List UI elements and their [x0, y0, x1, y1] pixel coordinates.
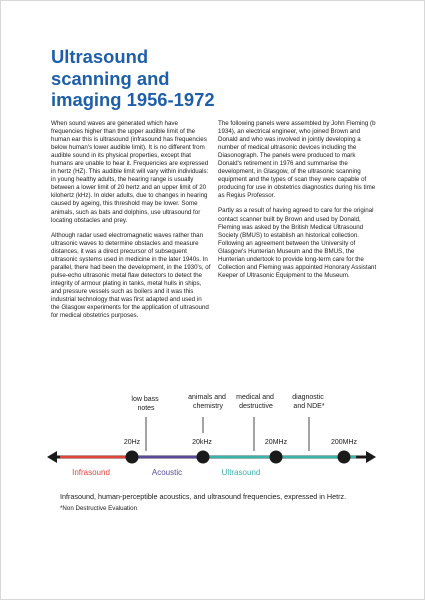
marker-dot	[270, 451, 283, 464]
title-line: scanning and	[51, 67, 170, 89]
title-line: imaging 1956-1972	[51, 89, 215, 110]
marker-label-200mhz: 200MHz	[330, 439, 358, 446]
figure-caption: Infrasound, human-perceptible acoustics, and ultrasound frequencies, expressed in Hetrz.	[60, 492, 347, 501]
body-column-right	[218, 120, 378, 287]
marker-label-20mhz: 20MHz	[264, 439, 288, 446]
marker-dot	[197, 451, 210, 464]
band-label-ultrasound: Ultrasound	[221, 468, 261, 477]
marker-label-20khz: 20kHz	[192, 439, 212, 446]
body-column-left	[51, 120, 211, 327]
body-paragraph: When sound waves are generated which have frequencies higher than the upper audible limit of the human ear this is ultrasound (infrasound has frequencies below human's lower audible limit). It is no different from audible sound in its physical properties, except that humans are unable to hear it. Frequencies are expressed in hertz (HZ). This audible limit will vary within individuals: in young healthy adults, the hearing range is usually between a lower limit of 20 hertz and an upper limit of 20 kilohertz (kHz). In older adults, due to changes in hearing caused by ageing, this threshold may be lower. Some animals, such as bats and dolphins, use ultrasound for locating obstacles and prey.	[51, 120, 209, 224]
frequency-timeline	[0, 380, 425, 480]
annotation-animals: animals and chemistry	[188, 394, 226, 410]
band-label-infrasound: Infrasound	[72, 468, 110, 477]
body-paragraph: Partly as a result of having agreed to care for the original contact scanner built by Brown and used by Donald, Fleming was asked by the British Medical Ultrasound Society (BMUS) to establish an historical collection. Following an agreement between the University of Glasgow's Hunterian Museum and the BMUS, the Hunterian undertook to provide long-term care for the Collection and Fleming was appointed Honorary Assistant Keeper of Ultrasonic Equipment to the Museum.	[218, 207, 377, 279]
arrow-right-icon	[366, 451, 376, 463]
annotation-medical: medical and destructive	[236, 394, 274, 410]
marker-label-20hz: 20Hz	[123, 439, 141, 446]
body-paragraph: Although radar used electromagnetic waves rather than ultrasonic waves to determine obstacles and measure distances, it was a direct precursor of subsequent ultrasonic systems used in medicine in the later 1940s. In parallel, there had been the development, in the 1930's, of pulse-echo ultrasonic metal flaw detectors to detect the integrity of armour plating in tanks, metal hulls in ships, and pressure vessels such as boilers and it was this industrial technology that was first adapted and used in the Glasgow experiments for the application of ultrasound for medical obstetrics purposes.	[51, 231, 211, 320]
band-label-acoustic: Acoustic	[151, 468, 183, 477]
marker-dot	[126, 451, 139, 464]
annotation-diagnostic: diagnostic and NDE*	[292, 394, 325, 410]
title-line: Ultrasound	[51, 46, 149, 67]
body-paragraph: The following panels were assembled by John Fleming (b 1934), an electrical engineer, who joined Brown and Donald and who was involved in jointly developing a number of medical ultrasonic devices including the Diasonograph. The panels were produced to mark Donald's retirement in 1976 and summarise the development, in Glasgow, of the ultrasonic scanning equipment and the types of scan they were capable of producing for use in obstetrics diagnostics during his time as Regius Professor.	[218, 120, 376, 200]
footnote: *Non Destructive Evaluation	[60, 505, 138, 512]
arrow-left-icon	[47, 451, 57, 463]
marker-dot	[338, 451, 351, 464]
annotation-low-bass: low bass notes	[131, 396, 159, 412]
page-title	[51, 46, 251, 111]
